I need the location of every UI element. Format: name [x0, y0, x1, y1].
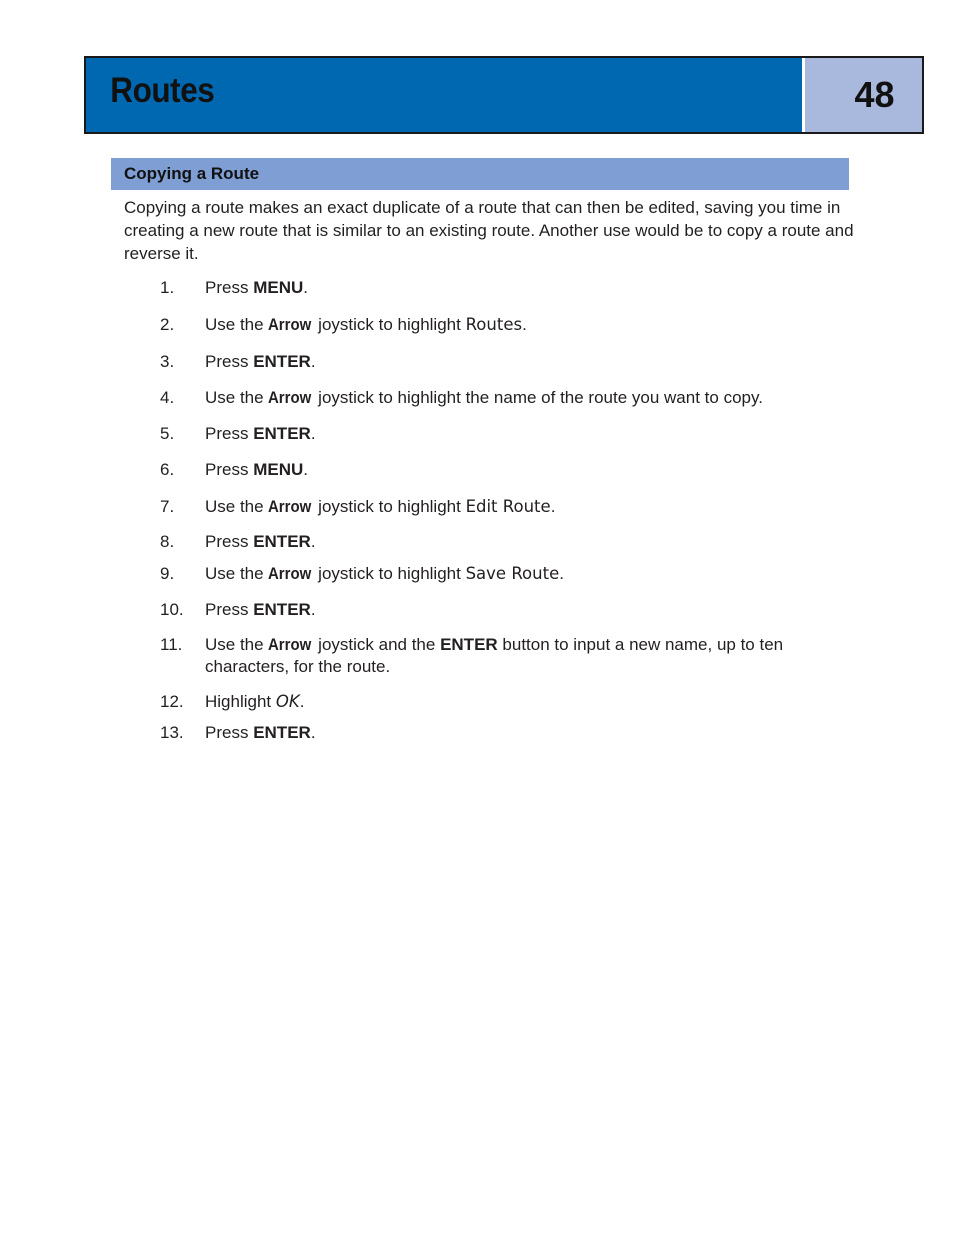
- step-text-part: joystick to highlight: [313, 315, 466, 334]
- step-number: 12.: [160, 692, 184, 711]
- button-name: MENU: [253, 460, 304, 479]
- step-text-part: .: [310, 723, 316, 742]
- screen-item: Edit Route: [465, 497, 551, 516]
- button-name: ENTER: [440, 635, 498, 654]
- step-6: [160, 459, 860, 481]
- step-7: [160, 496, 860, 518]
- step-text-part: .: [522, 315, 527, 334]
- screen-item: Routes: [465, 315, 523, 334]
- step-number: 13.: [160, 723, 184, 742]
- step-10: [160, 599, 860, 621]
- step-11: [160, 634, 860, 678]
- step-number: 3.: [160, 352, 175, 371]
- page-number: 48: [802, 58, 922, 132]
- step-text: [205, 634, 860, 678]
- button-name: ENTER: [253, 600, 311, 619]
- step-text-part: .: [310, 600, 316, 619]
- screen-item: Save Route: [465, 564, 560, 583]
- step-text-part: joystick to highlight the name of the route you want to copy.: [313, 388, 763, 407]
- step-text-part: Press: [205, 278, 254, 297]
- step-2: [160, 314, 860, 336]
- step-text-part: Use the: [205, 564, 269, 583]
- button-name: ENTER: [253, 424, 311, 443]
- step-number: 5.: [160, 424, 175, 443]
- step-text-part: .: [303, 460, 308, 479]
- step-text-part: Press: [205, 424, 254, 443]
- step-13: [160, 722, 860, 744]
- step-text-part: joystick and the: [313, 635, 441, 654]
- step-text: [205, 314, 860, 336]
- button-name: Arrow: [268, 635, 312, 654]
- step-text-part: Highlight: [205, 692, 276, 711]
- button-name: Arrow: [268, 497, 312, 516]
- step-12: [160, 691, 860, 713]
- step-number: 4.: [160, 388, 175, 407]
- step-text-part: .: [550, 497, 556, 516]
- step-number: 11.: [160, 635, 183, 654]
- button-name: Arrow: [268, 388, 312, 407]
- step-text: [205, 496, 860, 518]
- step-text-part: Press: [205, 600, 254, 619]
- step-number: 2.: [160, 315, 175, 334]
- step-text-part: Press: [205, 352, 254, 371]
- page-header: [84, 56, 924, 134]
- step-text-part: .: [310, 352, 316, 371]
- button-name: MENU: [253, 278, 304, 297]
- step-text-part: .: [559, 564, 564, 583]
- button-name: Arrow: [268, 315, 312, 334]
- step-text-part: Press: [205, 532, 254, 551]
- step-3: [160, 351, 860, 373]
- step-text-part: Use the: [205, 315, 269, 334]
- intro-paragraph: Copying a route makes an exact duplicate of a route that can then be edited, saving you time in creating a new route that is similar to an existing route. Another use would be to copy a route and reverse it.: [124, 198, 854, 263]
- step-text-part: Press: [205, 460, 254, 479]
- step-text-part: .: [310, 532, 316, 551]
- step-text: [205, 277, 860, 299]
- button-name: Arrow: [268, 564, 312, 583]
- step-text-part: Press: [205, 723, 254, 742]
- section-heading: Copying a Route: [111, 158, 849, 190]
- chapter-title: Routes: [110, 71, 215, 110]
- step-text-part: .: [299, 692, 305, 711]
- screen-item: OK: [275, 692, 300, 711]
- step-text: [205, 459, 860, 481]
- step-text-part: Use the: [205, 635, 269, 654]
- step-text: [205, 691, 860, 713]
- step-text-part: .: [310, 424, 316, 443]
- step-number: 9.: [160, 564, 175, 583]
- step-text: [205, 531, 860, 553]
- step-number: 6.: [160, 460, 175, 479]
- button-name: ENTER: [253, 532, 311, 551]
- step-text-part: joystick to highlight: [313, 497, 466, 516]
- step-number: 7.: [160, 497, 175, 516]
- step-text: [205, 387, 860, 409]
- step-text: [205, 599, 860, 621]
- step-number: 1.: [160, 278, 175, 297]
- step-1: [160, 277, 860, 299]
- step-4: [160, 387, 860, 409]
- step-text-part: Use the: [205, 388, 269, 407]
- button-name: ENTER: [253, 352, 311, 371]
- step-number: 10.: [160, 600, 184, 619]
- button-name: ENTER: [253, 723, 311, 742]
- step-8: [160, 531, 860, 553]
- step-text-part: Use the: [205, 497, 269, 516]
- step-text: [205, 423, 860, 445]
- step-text: [205, 722, 860, 744]
- step-text-part: .: [303, 278, 308, 297]
- step-9: [160, 563, 860, 585]
- step-5: [160, 423, 860, 445]
- step-text: [205, 563, 860, 585]
- step-text-part: button to input a new name, up to ten characters, for the route.: [205, 635, 784, 676]
- step-text: [205, 351, 860, 373]
- step-text-part: joystick to highlight: [313, 564, 466, 583]
- step-number: 8.: [160, 532, 175, 551]
